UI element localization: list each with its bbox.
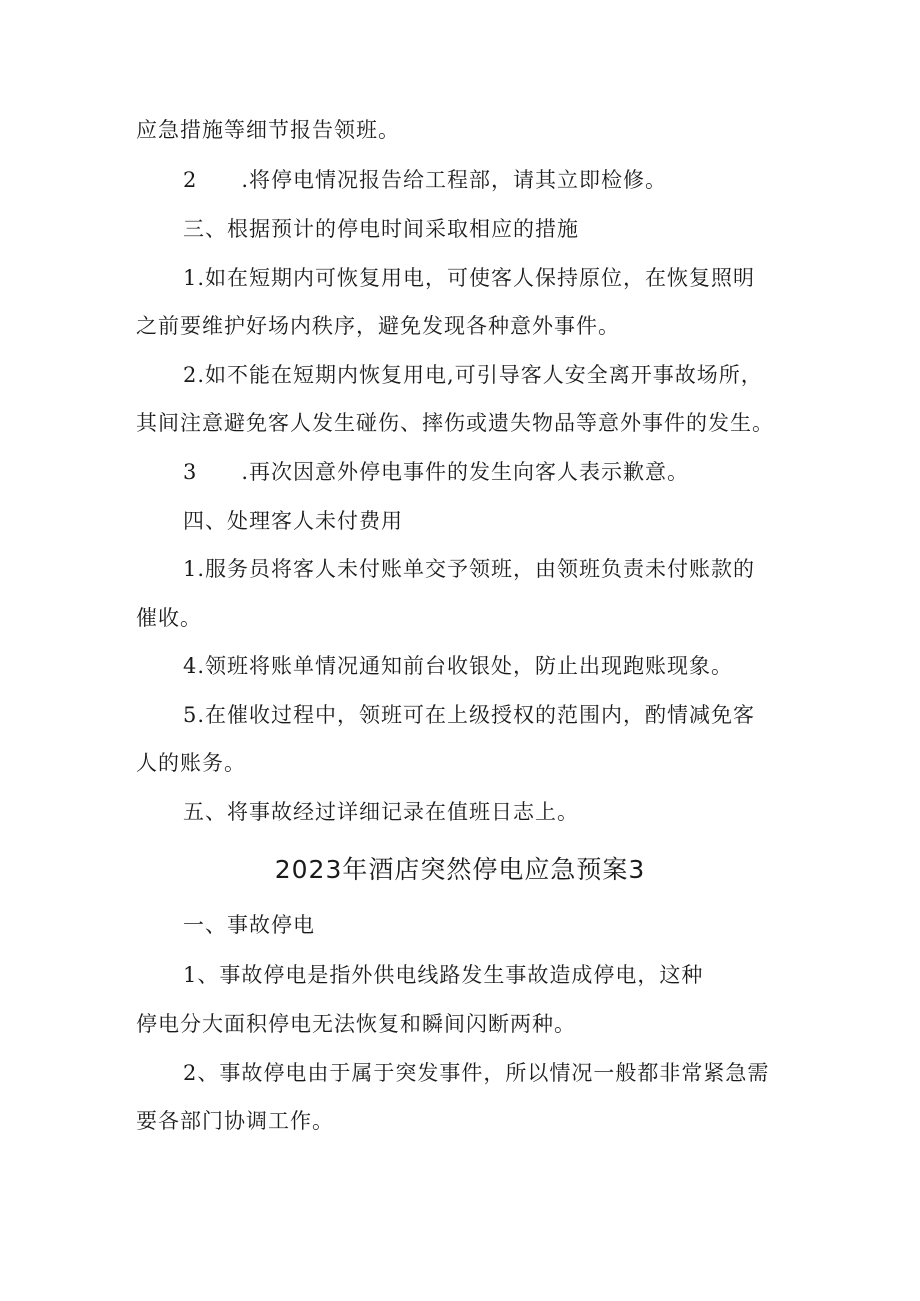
paragraph-outage-2-line-2: 要各部门协调工作。 [136, 1109, 334, 1133]
paragraph-2 [183, 165, 667, 195]
document-title: 2023年酒店突然停电应急预案3 [274, 855, 646, 884]
paragraph-2-text: .将停电情况报告给工程部，请其立即检修。 [241, 168, 668, 192]
paragraph-3-2-line-2: 其间注意避免客人发生碰伤、摔伤或遗失物品等意外事件的发生。 [136, 411, 774, 435]
paragraph-4-5-line-1: 5.在催收过程中，领班可在上级授权的范围内，酌情减免客 [183, 703, 756, 727]
paragraph-outage-1-line-2: 停电分大面积停电无法恢复和瞬间闪断两种。 [136, 1012, 576, 1036]
paragraph-continuation: 应急措施等细节报告领班。 [136, 118, 400, 142]
paragraph-3-1-line-2: 之前要维护好场内秩序，避免发现各种意外事件。 [136, 314, 620, 338]
heading-section-5: 五、将事故经过详细记录在值班日志上。 [183, 800, 579, 824]
heading-section-4: 四、处理客人未付费用 [183, 509, 403, 533]
paragraph-3-3 [183, 457, 689, 487]
paragraph-2-number: 2 [183, 168, 198, 192]
paragraph-4-5-line-2: 人的账务。 [136, 751, 246, 775]
paragraph-outage-1-line-1: 1、事故停电是指外供电线路发生事故造成停电，这种 [183, 963, 704, 987]
paragraph-3-3-number: 3 [183, 460, 198, 484]
paragraph-4-1-line-2: 催收。 [136, 606, 202, 630]
paragraph-3-1-line-1: 1.如在短期内可恢复用电，可使客人保持原位，在恢复照明 [183, 266, 756, 290]
heading-accident-outage: 一、事故停电 [183, 913, 315, 937]
paragraph-4-4: 4.领班将账单情况通知前台收银处，防止出现跑账现象。 [183, 654, 734, 678]
paragraph-3-2-line-1: 2.如不能在短期内恢复用电,可引导客人安全离开事故场所， [183, 363, 763, 387]
paragraph-4-1-line-1: 1.服务员将客人未付账单交予领班，由领班负责未付账款的 [183, 557, 756, 581]
paragraph-outage-2-line-1: 2、事故停电由于属于突发事件，所以情况一般都非常紧急需 [183, 1061, 770, 1085]
paragraph-3-3-text: .再次因意外停电事件的发生向客人表示歉意。 [241, 460, 690, 484]
heading-section-3: 三、根据预计的停电时间采取相应的措施 [183, 217, 579, 241]
